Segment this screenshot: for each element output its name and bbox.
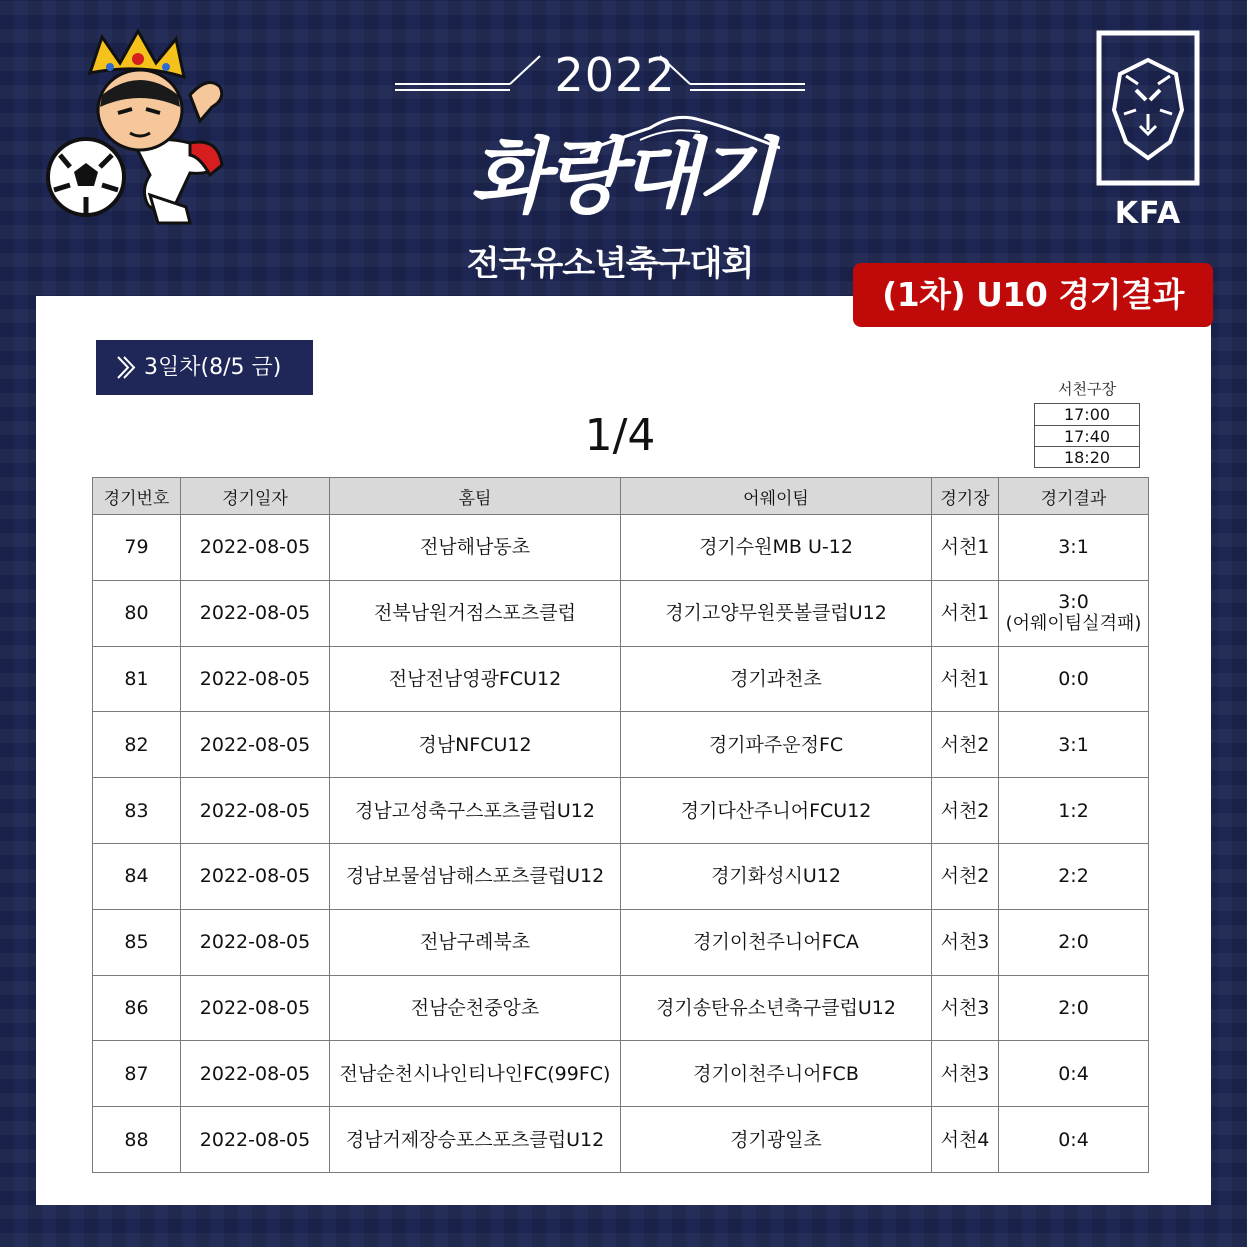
venue-time: 17:40 [1035, 425, 1139, 446]
match-no: 85 [93, 909, 181, 975]
match-result: 0:4 [999, 1107, 1149, 1173]
away-team: 경기과천초 [621, 646, 932, 712]
header-match-no: 경기번호 [93, 478, 181, 515]
sub-title: 전국유소년축구대회 [466, 244, 754, 284]
day-label: 3일차(8/5 금) [144, 355, 282, 380]
match-no: 84 [93, 843, 181, 909]
venue-time: 18:20 [1035, 446, 1139, 467]
venue-time: 17:00 [1063, 405, 1111, 424]
away-team: 경기다산주니어FCU12 [621, 778, 932, 844]
match-field: 서천2 [932, 778, 999, 844]
match-result: 0:4 [999, 1041, 1149, 1107]
round-label: 1/4 [584, 410, 656, 461]
home-team: 경남NFCU12 [330, 712, 621, 778]
venue-times [1034, 403, 1140, 468]
away-team: 경기고양무원풋볼클럽U12 [621, 580, 932, 646]
match-field: 서천3 [932, 909, 999, 975]
match-field: 서천1 [932, 580, 999, 646]
match-field: 서천3 [932, 975, 999, 1041]
table-row [93, 515, 1149, 581]
match-date: 2022-08-05 [181, 646, 330, 712]
match-no: 83 [93, 778, 181, 844]
match-result: 2:0 [999, 909, 1149, 975]
table-row [93, 712, 1149, 778]
match-field: 서천3 [932, 1041, 999, 1107]
home-team: 경남고성축구스포츠클럽U12 [330, 778, 621, 844]
home-team: 전북남원거점스포츠클럽 [330, 580, 621, 646]
home-team: 전남순천시나인티나인FC(99FC) [330, 1041, 621, 1107]
match-result-cell [999, 580, 1149, 646]
match-field: 서천4 [932, 1107, 999, 1173]
header-date: 경기일자 [181, 478, 330, 515]
away-team: 경기수원MB U-12 [621, 515, 932, 581]
match-date: 2022-08-05 [181, 515, 330, 581]
venue-name: 서천구장 [1058, 380, 1116, 398]
home-team: 전남순천중앙초 [330, 975, 621, 1041]
away-team: 경기이천주니어FCA [621, 909, 932, 975]
away-team: 경기송탄유소년축구클럽U12 [621, 975, 932, 1041]
match-result: 3:0 [1058, 591, 1089, 614]
header-home-team: 홈팀 [330, 478, 621, 515]
away-team: 경기화성시U12 [621, 843, 932, 909]
match-no: 79 [93, 515, 181, 581]
match-date: 2022-08-05 [181, 712, 330, 778]
table-row [93, 1041, 1149, 1107]
match-field: 서천1 [932, 515, 999, 581]
kfa-label: KFA [1114, 196, 1182, 231]
match-date: 2022-08-05 [181, 843, 330, 909]
home-team: 전남해남동초 [330, 515, 621, 581]
table-row [93, 580, 1149, 646]
home-team: 경남거제장승포스포츠클럽U12 [330, 1107, 621, 1173]
table-row [93, 1107, 1149, 1173]
match-no: 82 [93, 712, 181, 778]
chevron-right-icon [114, 340, 138, 395]
match-date: 2022-08-05 [181, 975, 330, 1041]
day-label-box [96, 340, 313, 395]
match-date: 2022-08-05 [181, 778, 330, 844]
table-row [93, 843, 1149, 909]
year-text: 2022 [554, 48, 676, 102]
table-row [93, 975, 1149, 1041]
tournament-header [380, 20, 820, 290]
results-table [92, 477, 1149, 1173]
match-no: 81 [93, 646, 181, 712]
match-no: 86 [93, 975, 181, 1041]
away-team: 경기파주운정FC [621, 712, 932, 778]
home-team: 전남구례북초 [330, 909, 621, 975]
table-row [93, 646, 1149, 712]
results-badge: (1차) U10 경기결과 [853, 263, 1213, 327]
match-date: 2022-08-05 [181, 580, 330, 646]
match-field: 서천2 [932, 712, 999, 778]
match-date: 2022-08-05 [181, 909, 330, 975]
home-team: 경남보물섬남해스포츠클럽U12 [330, 843, 621, 909]
mascot-icon [40, 25, 240, 230]
match-no: 80 [93, 580, 181, 646]
main-title: 화랑대기 [469, 129, 771, 225]
match-field: 서천2 [932, 843, 999, 909]
away-team: 경기이천주니어FCB [621, 1041, 932, 1107]
away-team: 경기광일초 [621, 1107, 932, 1173]
table-row [93, 909, 1149, 975]
match-result: 2:0 [999, 975, 1149, 1041]
match-field: 서천1 [932, 646, 999, 712]
match-no: 87 [93, 1041, 181, 1107]
match-no: 88 [93, 1107, 181, 1173]
header-result: 경기결과 [999, 478, 1149, 515]
header-field: 경기장 [932, 478, 999, 515]
match-result-note: (어웨이팀실격패) [1005, 613, 1142, 635]
table-header-row [93, 478, 1149, 515]
match-date: 2022-08-05 [181, 1107, 330, 1173]
year-banner [380, 34, 820, 104]
soccer-ball-icon [48, 139, 124, 215]
match-result: 3:1 [999, 515, 1149, 581]
match-result: 0:0 [999, 646, 1149, 712]
home-team: 전남전남영광FCU12 [330, 646, 621, 712]
match-result: 2:2 [999, 843, 1149, 909]
match-result: 1:2 [999, 778, 1149, 844]
match-date: 2022-08-05 [181, 1041, 330, 1107]
header-away-team: 어웨이팀 [621, 478, 932, 515]
venue-schedule [1034, 378, 1140, 468]
table-row [93, 778, 1149, 844]
match-result: 3:1 [999, 712, 1149, 778]
